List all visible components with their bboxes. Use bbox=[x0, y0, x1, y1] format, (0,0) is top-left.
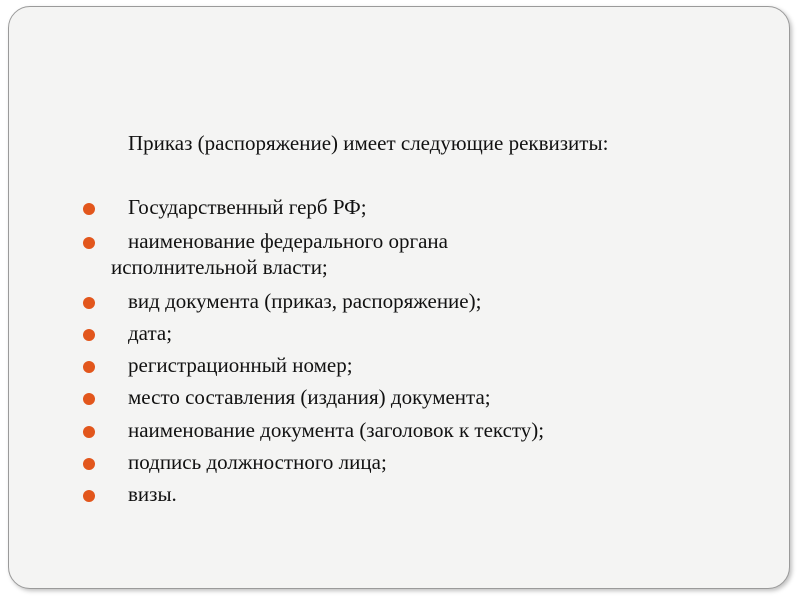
list-item-text: визы. bbox=[128, 482, 177, 506]
bullet-icon bbox=[83, 426, 95, 438]
list-item-text: Государственный герб РФ; bbox=[128, 195, 367, 219]
list-item-text: подпись должностного лица; bbox=[128, 450, 387, 474]
list-item-text: дата; bbox=[128, 321, 173, 345]
list-item-text-continuation: исполнительной власти; bbox=[111, 255, 328, 279]
bullet-icon bbox=[83, 361, 95, 373]
list-item-text: место составления (издания) документа; bbox=[128, 385, 491, 409]
bullet-icon bbox=[83, 329, 95, 341]
bullet-icon bbox=[83, 237, 95, 249]
bullet-icon bbox=[83, 393, 95, 405]
bullet-icon bbox=[83, 203, 95, 215]
slide-intro-text: Приказ (распоряжение) имеет следующие реквизиты: bbox=[128, 131, 609, 155]
list-item-text: наименование документа (заголовок к тексту); bbox=[128, 418, 545, 442]
list-item-text: регистрационный номер; bbox=[128, 353, 353, 377]
list-item-text: наименование федерального органа bbox=[128, 229, 448, 253]
bullet-icon bbox=[83, 458, 95, 470]
bullet-icon bbox=[83, 490, 95, 502]
list-item-text: вид документа (приказ, распоряжение); bbox=[128, 289, 482, 313]
bullet-icon bbox=[83, 297, 95, 309]
